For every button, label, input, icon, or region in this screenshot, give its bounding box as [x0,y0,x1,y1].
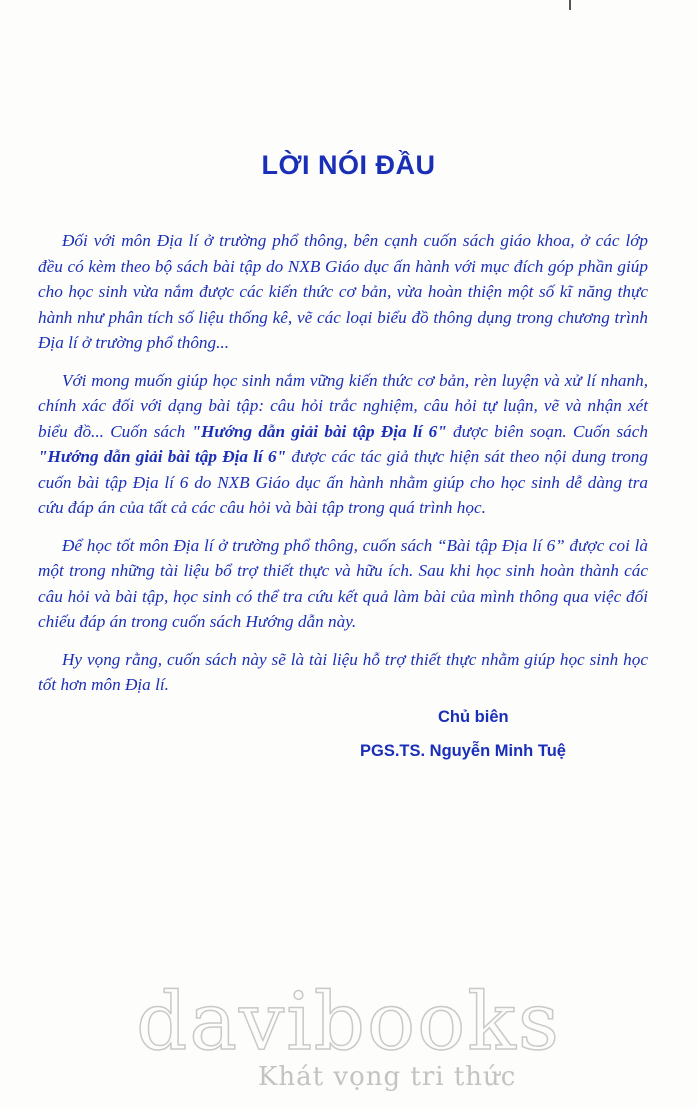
paragraph-text: Đối với môn Địa lí ở trường phổ thông, bên cạnh cuốn sách giáo khoa, ở các lớp đều có kèm theo bộ sách bài tập do NXB Giáo dục ấn hành với mục đích góp phần giúp cho học sinh vừa nắm được các kiến thức cơ bản, vừa hoàn thiện một số kĩ năng thực hành như phân tích số liệu thống kê, vẽ các loại biểu đồ thông dụng trong chương trình Địa lí ở trường phổ thông... [38,231,648,352]
paragraph [38,368,648,521]
paragraph [38,647,648,698]
watermark-brand: davibooks [136,975,561,1068]
preface-body [38,228,648,710]
paragraph-text: Để học tốt môn Địa lí ở trường phổ thông, cuốn sách “Bài tập Địa lí 6” được coi là một trong những tài liệu bổ trợ thiết thực và hữu ích. Sau khi học sinh hoàn thành các câu hỏi và bài tập, học sinh có thể tra cứu kết quả làm bài của mình thông qua việc đối chiếu đáp án trong cuốn sách Hướng dẫn này. [38,535,648,631]
paragraph-text: được các tác giả thực hiện sát theo nội dung trong cuốn bài tập Địa lí 6 do NXB Giáo dục ấn hành nhằm giúp cho học sinh dễ dàng tra cứu đáp án của tất cả các câu hỏi và bài tập trong quá trình học. [38,447,648,517]
paragraph-text: được biên soạn. Cuốn sách [446,421,648,441]
paragraph [38,533,648,635]
paragraph-text: Với mong muốn giúp học sinh nắm vững kiến thức cơ bản, rèn luyện và xử lí nhanh, chính xác đối với dạng bài tập: câu hỏi trắc nghiệm, câu hỏi tự luận, vẽ và nhận xét biểu đồ... Cuốn sách [38,370,648,441]
page-title: LỜI NÓI ĐẦU [261,150,436,180]
paragraph [38,228,648,356]
paragraph-text: Hy vọng rằng, cuốn sách này sẽ là tài liệu hỗ trợ thiết thực nhằm giúp học sinh học tốt hơn môn Địa lí. [38,649,648,694]
scan-mark [569,0,571,10]
signature-role: Chủ biên [438,708,509,726]
book-title-text: "Hướng dẫn giải bài tập Địa lí 6" [38,447,287,466]
book-title-text: "Hướng dẫn giải bài tập Địa lí 6" [191,421,447,441]
signature-name: PGS.TS. Nguyễn Minh Tuệ [360,742,566,760]
watermark-tagline: Khát vọng tri thức [258,1062,517,1092]
